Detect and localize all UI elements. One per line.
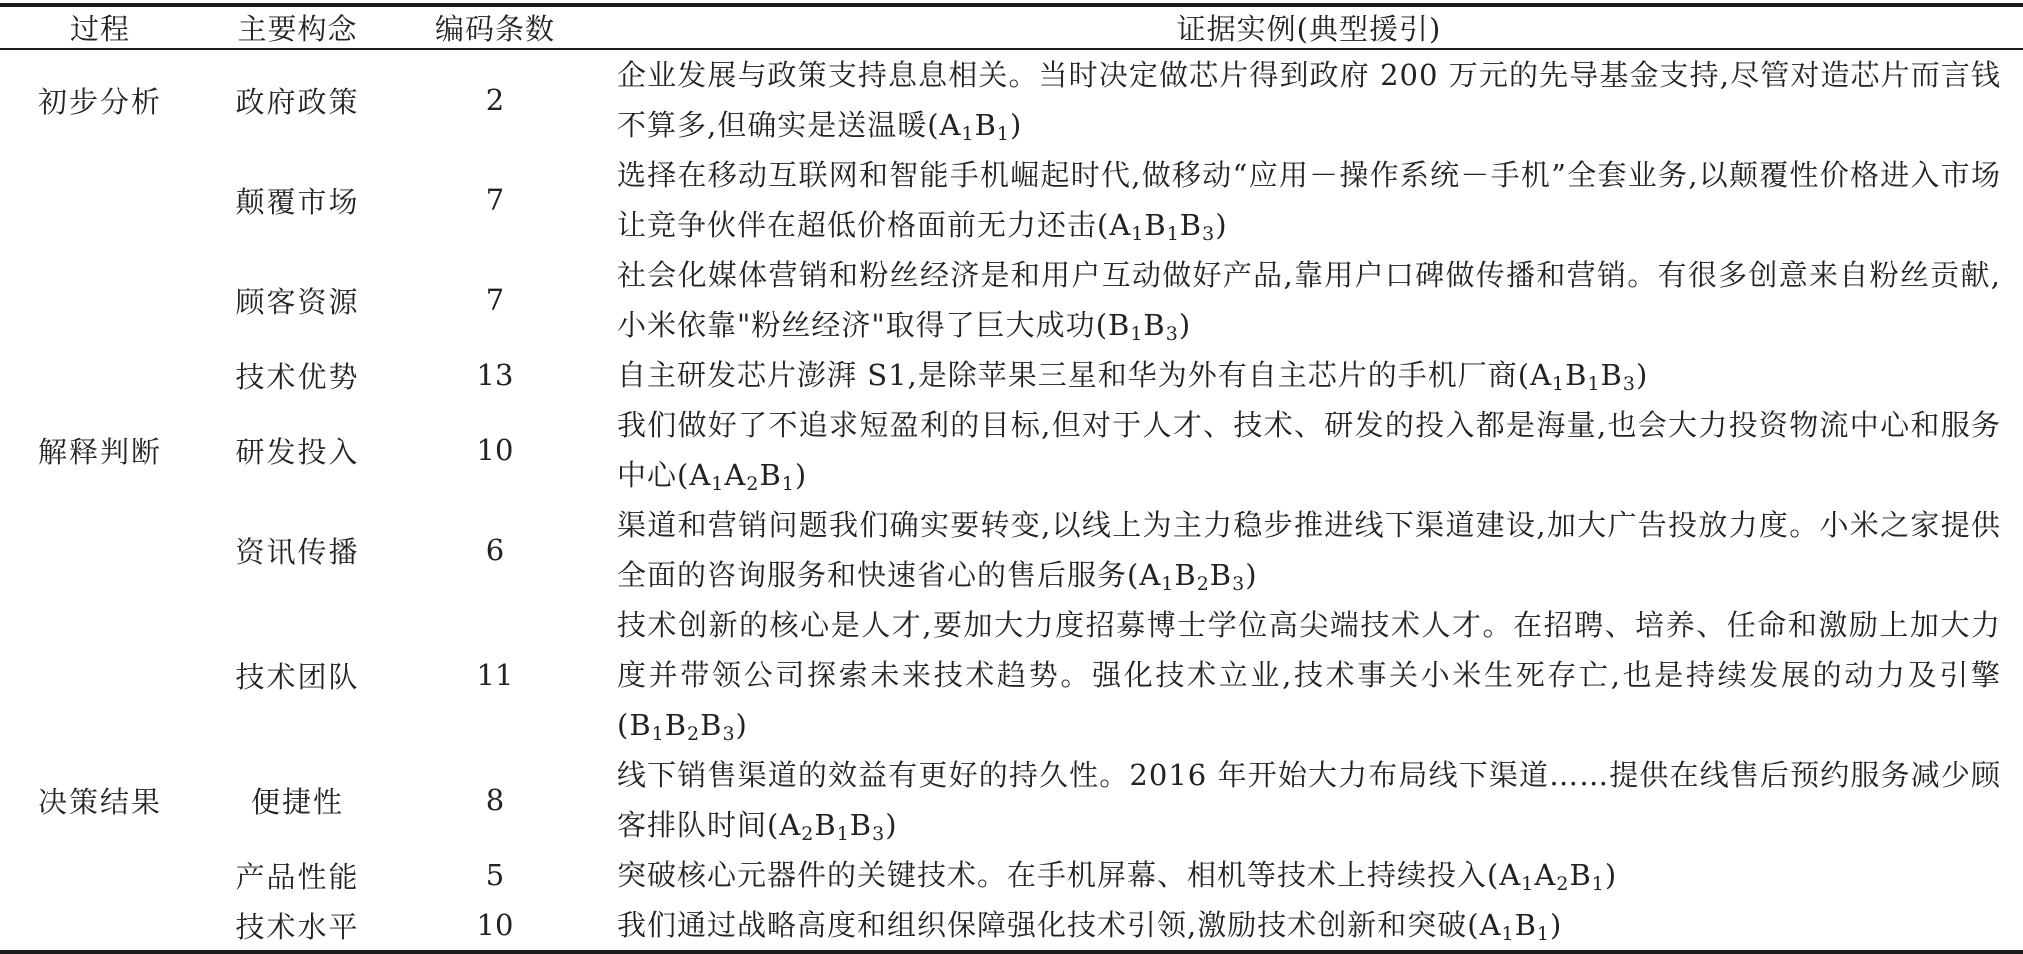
process-cell (0, 150, 200, 250)
count-cell: 10 (476, 433, 514, 467)
table-row (0, 350, 2023, 400)
concept-cell: 政府政策 (235, 84, 360, 119)
evidence-codes: $(A_1B_1)$ (927, 108, 1023, 145)
evidence-codes: $(A_1B_2B_3)$ (1127, 558, 1258, 595)
count-cell: 8 (485, 783, 505, 817)
evidence-text: 突破核心元器件的关键技术。在手机屏幕、相机等技术上持续投入 (617, 858, 1488, 892)
evidence-cell (595, 150, 2023, 250)
table-row (0, 750, 2023, 850)
count-cell: 7 (485, 183, 505, 217)
evidence-codes: $(A_1B_1B_3)$ (1517, 358, 1649, 395)
count-cell: 11 (476, 658, 514, 692)
table-row (0, 500, 2023, 600)
count-cell: 2 (485, 83, 505, 117)
evidence-cell (595, 250, 2023, 350)
evidence-text: 企业发展与政策支持息息相关。当时决定做芯片得到政府 200 万元的先导基金支持,尽管对造芯片而言钱不算多,但确实是送温暖 (617, 58, 2001, 142)
count-cell: 13 (476, 358, 514, 392)
process-cell (0, 850, 200, 900)
evidence-cell (595, 350, 2023, 400)
evidence-codes: $(B_1B_2B_3)$ (617, 708, 748, 745)
evidence-cell (595, 600, 2023, 750)
evidence-codes: $(A_1B_1B_3)$ (1097, 208, 1228, 245)
evidence-text: 我们做好了不追求短盈利的目标,但对于人才、技术、研发的投入都是海量,也会大力投资物流中心和服务中心 (617, 408, 2001, 492)
evidence-text: 选择在移动互联网和智能手机崛起时代,做移动“应用－操作系统－手机”全套业务,以颠覆性价格进入市场让竞争伙伴在超低价格面前无力还击 (617, 158, 2001, 242)
concept-cell: 顾客资源 (235, 284, 360, 319)
process-cell (0, 900, 200, 952)
process-cell: 决策结果 (37, 784, 162, 819)
evidence-cell (595, 49, 2023, 150)
table-row (0, 900, 2023, 952)
evidence-text: 我们通过战略高度和组织保障强化技术引领,激励技术创新和突破 (617, 908, 1468, 942)
process-cell (0, 500, 200, 600)
concept-cell: 研发投入 (235, 434, 360, 469)
evidence-text: 渠道和营销问题我们确实要转变,以线上为主力稳步推进线下渠道建设,加大广告投放力度。小米之家提供全面的咨询服务和快速省心的售后服务 (617, 508, 2001, 592)
evidence-cell (595, 850, 2023, 900)
process-cell (0, 350, 200, 400)
count-cell: 10 (476, 908, 514, 942)
evidence-codes: $(A_1A_2B_1)$ (677, 458, 808, 495)
concept-cell: 技术水平 (235, 909, 360, 944)
process-cell: 解释判断 (37, 434, 162, 469)
concept-cell: 便捷性 (250, 784, 344, 819)
evidence-codes: $(B_1B_3)$ (1095, 308, 1192, 345)
evidence-table (0, 3, 2023, 954)
process-cell (0, 250, 200, 350)
header-row (0, 5, 2023, 49)
concept-cell: 技术优势 (235, 359, 360, 394)
process-cell (0, 600, 200, 750)
table-row (0, 600, 2023, 750)
evidence-cell (595, 900, 2023, 952)
process-cell: 初步分析 (37, 84, 162, 119)
concept-cell: 产品性能 (235, 859, 360, 894)
table-row (0, 850, 2023, 900)
count-cell: 5 (485, 858, 505, 892)
table-row (0, 400, 2023, 500)
evidence-codes: $(A_1B_1)$ (1467, 908, 1563, 945)
table-row (0, 150, 2023, 250)
header-concept: 主要构念 (237, 12, 358, 46)
count-cell: 7 (485, 283, 505, 317)
table-row (0, 49, 2023, 150)
header-evidence: 证据实例(典型援引) (1176, 12, 1442, 46)
evidence-text: 自主研发芯片澎湃 S1,是除苹果三星和华为外有自主芯片的手机厂商 (617, 358, 1518, 392)
evidence-text: 社会化媒体营销和粉丝经济是和用户互动做好产品,靠用户口碑做传播和营销。有很多创意来自粉丝贡献,小米依靠"粉丝经济"取得了巨大成功 (617, 258, 2001, 342)
evidence-cell (595, 500, 2023, 600)
evidence-cell (595, 400, 2023, 500)
evidence-codes: $(A_1A_2B_1)$ (1487, 858, 1618, 895)
concept-cell: 技术团队 (235, 659, 360, 694)
evidence-text: 技术创新的核心是人才,要加大力度招募博士学位高尖端技术人才。在招聘、培养、任命和激励上加大力度并带领公司探索未来技术趋势。强化技术立业,技术事关小米生死存亡,也是持续发展的动力及引擎 (617, 608, 2001, 692)
header-count: 编码条数 (434, 12, 555, 46)
header-process: 过程 (69, 12, 130, 46)
evidence-text: 线下销售渠道的效益有更好的持久性。2016 年开始大力布局线下渠道……提供在线售后预约服务减少顾客排队时间 (617, 758, 2001, 842)
concept-cell: 资讯传播 (235, 534, 360, 569)
evidence-codes: $(A_2B_1B_3)$ (767, 808, 898, 845)
table-row (0, 250, 2023, 350)
evidence-cell (595, 750, 2023, 850)
count-cell: 6 (485, 533, 505, 567)
concept-cell: 颠覆市场 (235, 184, 360, 219)
